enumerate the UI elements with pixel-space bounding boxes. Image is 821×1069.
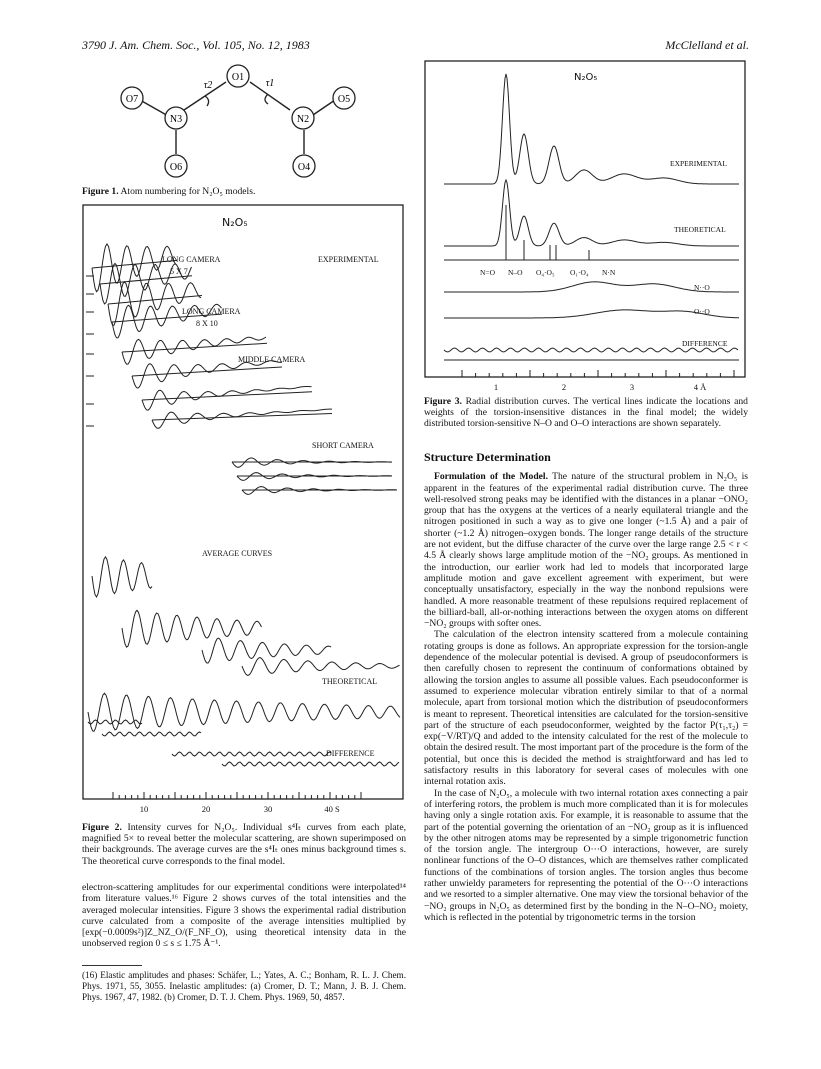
distance-label: N·N [602,268,616,277]
label-long-camera-8x10: LONG CAMERA [182,307,241,316]
background-line [132,367,282,376]
caption-label: Figure 2. [82,822,122,833]
left-column-text [82,882,406,950]
torsion-arrow-icon [205,96,209,106]
average-curve [202,638,331,663]
torsion-arrow-icon [265,94,268,104]
label-middle-camera: MIDDLE CAMERA [238,355,306,364]
atom-label: O5 [337,94,351,105]
average-curve [92,557,152,597]
figure2-frame [83,205,403,799]
x-tick-label: 30 [263,804,273,814]
difference-curve [444,348,738,352]
x-tick-label: 1 [493,382,499,392]
theoretical-curve [88,693,400,731]
figure3-title: N₂O₅ [574,72,598,83]
atom-label: O7 [125,94,139,105]
difference-curve [222,762,399,766]
x-tick-label: 40 S [324,804,340,814]
label-long-camera-8x10-size: 8 X 10 [196,319,218,328]
x-tick-label: 4 Å [693,382,707,392]
caption-text: Atom numbering for N₂O₅ models. [120,186,256,197]
figure3-caption [424,396,748,430]
paragraph: electron-scattering amplitudes for our experimental conditions were interpolated¹⁴ from literature values.¹⁶ Figure 2 shows curves of the total intensities and the averaged molecular intensities. Figure 3 shows the experimental radial distribution curve calculated from a composite of the average intensities multiplied by [exp(−0.0009s²)]Z_NZ_O/(F_NF_O), using theoretical intensity data in the unobserved region 0 ≤ s ≤ 1.75 Å⁻¹. [82,882,406,950]
figure1-atom-diagram [110,60,370,184]
experimental-curve [92,244,176,292]
difference-curve [102,732,201,736]
atom-label: N3 [169,114,183,125]
average-curve [242,658,400,676]
atom-label: O6 [169,162,183,173]
label-long-camera-5x7: LONG CAMERA [162,255,221,264]
footnote-16: (16) Elastic amplitudes and phases: Schäfer, L.; Yates, A. C.; Bonham, R. L. J. Chem. Phys. 1971, 55, 3055. Inelastic amplitudes: (a) Cromer, D. T.; Mann, J. B. J. Chem. Phys. 1967, 47, 1982. (b) Cromer, D. T. J. Chem. Phys. 1969, 50, 4857. [82,970,406,1002]
caption-text: Radial distribution curves. The vertical lines indicate the locations and weights of the torsion-insensitive distances in the final model; the widely distributed torsion-sensitive N–O and O–O interactions are shown separately. [424,396,748,430]
atom-label: O4 [297,162,311,173]
distance-label: O₄·O₅ [536,268,555,277]
background-line [108,296,202,305]
running-header-right: McClelland et al. [665,38,749,52]
x-tick-label: 20 [201,804,211,814]
x-tick-label: 2 [561,382,567,392]
label-theoretical: THEORETICAL [322,677,378,686]
running-header-left: 3790 J. Am. Chem. Soc., Vol. 105, No. 12, 1983 [82,38,310,52]
figure3-frame [425,61,745,377]
paragraph: The nature of the structural problem in N₂O₅ is apparent in the features of the experimental radial distribution curve. The three well-resolved strong peaks may be identified with the distances in a planar −ONO₂ group that has the oxygens at the vertices of a nearly equilateral triangle and the nitrogen positioned in such a way as to give one longer (~1.5 Å) and a pair of shorter (~1.2 Å) nitrogen–oxygen bonds. The longer range details of the structure are not evident, but the diffuse character of the curve over the large range 2.5 < r < 4.5 Å clearly shows large amplitude motion of the −NO₂ groups. As mentioned in the introduction, our earlier work had led to models that incorporated large amplitude motion and gave excellent agreement with experiment, but were conceptually unsatisfactory, especially in the way the nonbond repulsions were handled. A more reasonable treatment of these repulsions required replacement of the billiard-ball, all-or-nothing interactions between the oxygen atoms on different −NO₂ groups with softer ones. [424,471,748,630]
caption-label: Figure 3. [424,396,462,407]
label-n-o: N··O [694,283,710,292]
label-experimental: EXPERIMENTAL [318,255,379,264]
theoretical-rdf-curve [444,180,739,246]
footnote-rule [82,965,142,966]
distance-label: N=O [480,268,496,277]
right-column-text [424,452,748,923]
label-theoretical: THEORETICAL [674,225,726,234]
atom-label: O1 [231,72,245,83]
label-o-o: O··O [694,307,710,316]
distance-label: O₁·O₄ [570,268,589,277]
figure2-caption [82,822,406,867]
label-average-curves: AVERAGE CURVES [202,549,273,558]
section-title: Structure Determination [424,450,551,464]
torsion-label: τ1 [265,78,275,89]
figure1-caption [82,186,412,197]
caption-label: Figure 1. [82,186,119,197]
atom-label: N2 [296,114,310,125]
paragraph: In the case of N₂O₅, a molecule with two internal rotation axes connecting a pair of interfering rotors, the problem is much more complicated than it is for molecules having only a single rotation axis. For example, it is reasonable to assume that the part of the potential governing the orientation of an −NO₂ group as it is influenced by the other nitrogen atoms may be represented by a simple trigonometric function of the torsion angle. The intergroup O···O interactions, however, are surely nonlinear functions of the O–O distances, which are themselves rather complicated functions of the combinations of torsion angles. The torsion angles thus become rather unwieldy parameters for representing the potential of the O···O interactions and we resorted to a simpler alternative. One may view the torsional behavior of the −NO₂ groups in N₂O₅ as determined first by the bonding in the N–O–NO₂ moiety, which is reflected in the potential by trigonometric terms in the torsion [424,787,748,923]
figure2-intensity-curves [82,204,414,818]
torsion-label: τ2 [203,80,213,91]
label-experimental: EXPERIMENTAL [670,159,727,168]
difference-curve [172,752,331,756]
label-long-camera-5x7-size: 5 X 7 [170,267,188,276]
distance-label: N–O [508,268,523,277]
caption-text: Intensity curves for N₂O₅. Individual s⁴Iₜ curves from each plate, magnified 5× to reveal better the molecular scattering, are shown superimposed on their backgrounds. The average curves are the s⁴Iₜ ones minus background times s. The theoretical curve corresponds to the final model. [82,822,406,867]
average-curve [122,610,262,647]
paragraph: The calculation of the electron intensity scattered from a molecule containing rotating groups is done as follows. An appropriate expression for the torsion-angle dependence of the molecular potential is devised. A group of pseudoconformers is then carefully chosen to represent the continuum of conformations obtained by allowing the torsion angles to assume all possible values. Each pseudoconformer is assumed to experience molecular vibration entirely similar to that of a normal molecule, apart from torsional motion which the distribution of pseudoconformers is meant to represent. Theoretical intensities are calculated for the torsion-sensitive part of the structure of each pseudoconformer, weighted by the factor P(τ₁,τ₂) = exp(−V/RT)/Q and added to the intensity calculated for the rest of the molecule to obtain the desired result. The most important part of the procedure is the form of the potential, but once this is decided the method is straightforward and has led to satisfactory results in this laboratory for several cases of molecules with one internal rotation axis. [424,629,748,788]
label-short-camera: SHORT CAMERA [312,441,374,450]
label-difference: DIFFERENCE [682,339,728,348]
experimental-curve [232,458,391,467]
x-tick-label: 3 [629,382,635,392]
figure3-radial-distribution [424,60,748,396]
subsection-title: Formulation of the Model. [434,471,548,483]
figure2-title: N₂O₅ [222,216,248,229]
x-tick-label: 10 [139,804,149,814]
label-difference: DIFFERENCE [326,749,375,758]
